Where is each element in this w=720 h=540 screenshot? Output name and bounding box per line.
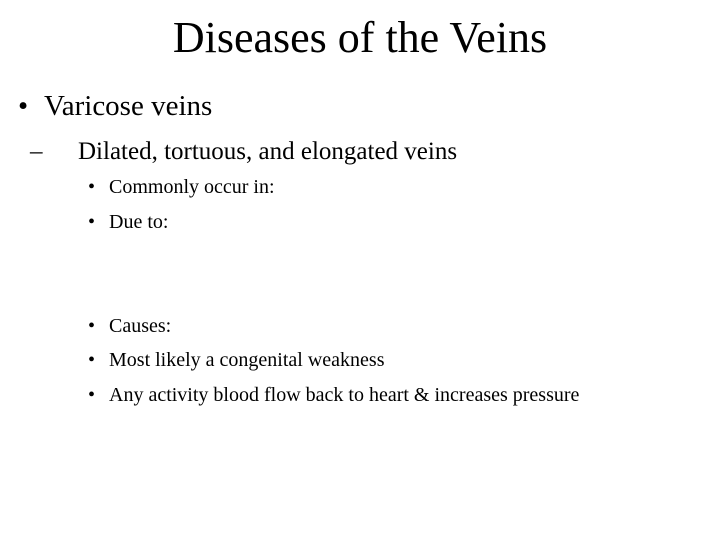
bullet-icon: • xyxy=(88,176,96,198)
bullet-icon: • xyxy=(88,211,96,233)
bullet-text: Varicose veins xyxy=(44,90,213,122)
bullet-icon: • xyxy=(88,384,96,406)
detail-text: Most likely a congenital weakness xyxy=(109,349,385,371)
detail-text: Any activity blood flow back to heart & increases pressure xyxy=(109,384,580,406)
detail-text: Commonly occur in: xyxy=(109,176,275,198)
slide-title: Diseases of the Veins xyxy=(172,13,548,62)
detail-text: Causes: xyxy=(109,315,172,337)
sub-bullet-text: Dilated, tortuous, and elongated veins xyxy=(78,138,458,165)
bullet-icon: • xyxy=(88,349,96,371)
dash-icon: – xyxy=(30,138,43,165)
bullet-icon: • xyxy=(88,315,96,337)
bullet-icon: • xyxy=(18,90,29,122)
detail-text: Due to: xyxy=(109,211,169,233)
